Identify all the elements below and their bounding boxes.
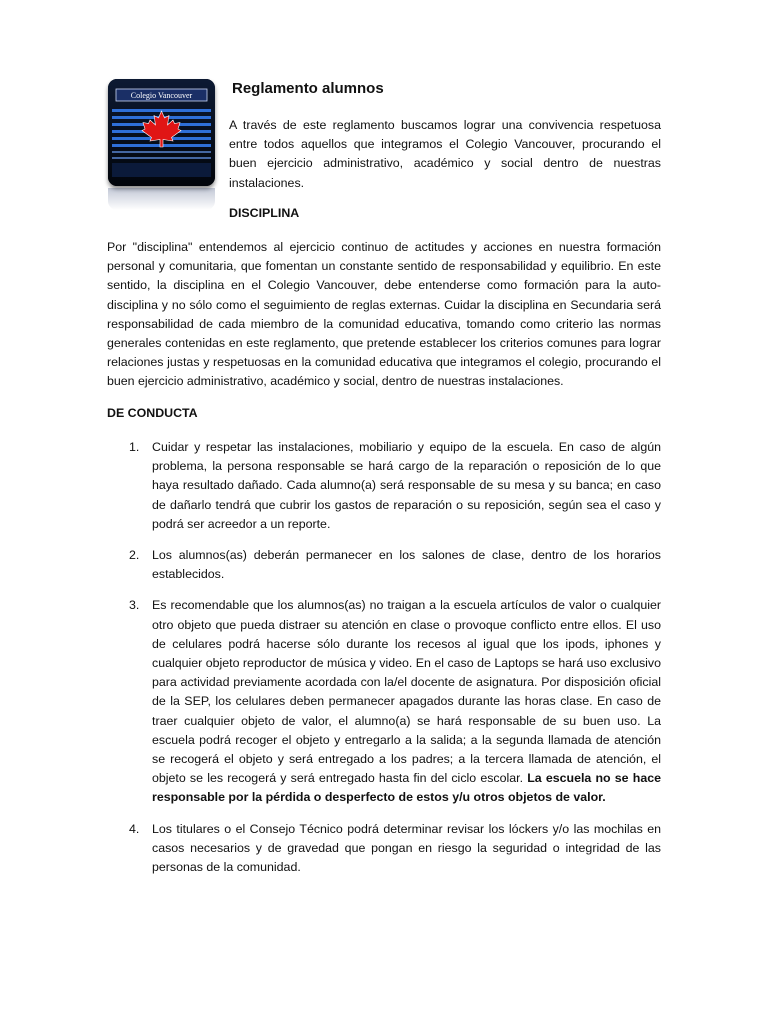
list-item-text bbox=[152, 438, 661, 534]
rule-text-body: Los alumnos(as) deberán permanecer en los salones de clase, dentro de los horarios establecidos. bbox=[152, 548, 661, 582]
list-item-text bbox=[152, 596, 661, 807]
logo-reflection bbox=[108, 188, 215, 210]
rule-text-body: Los titulares o el Consejo Técnico podrá determinar revisar los lóckers y/o las mochilas en casos necesarios y de gravedad que pongan en riesgo la seguridad o integridad de las personas de la comunidad. bbox=[152, 821, 661, 875]
intro-paragraph: A través de este reglamento buscamos lograr una convivencia respetuosa entre todos aquellos que integramos el Colegio Vancouver, procurando el buen ejercicio administrativo, académico y social dentro de nuestras instalaciones. bbox=[229, 118, 661, 190]
list-item bbox=[107, 596, 661, 807]
school-logo bbox=[108, 79, 215, 186]
section-heading-conducta: DE CONDUCTA bbox=[107, 406, 198, 420]
maple-leaf-logo-icon bbox=[108, 79, 215, 186]
rule-text-body: Es recomendable que los alumnos(as) no traigan a la escuela artículos de valor o cualquier otro objeto que pueda distraer su atención en clase o provoque conflicto entre ellos. El uso de celulares podrá hacerse sólo durante los recesos al igual que los ipods, iphones y cualquier objeto reproductor de música y video. En el caso de Laptops se hará uso exclusivo para actividad previamente acordada con la/el docente de asignatura. Por disposición oficial de la SEP, los celulares deben permanecer apagados durante las horas clase. En caso de traer cualquier objeto de valor, el alumno(a) se hará responsable de su buen uso. La escuela podrá recoger el objeto y entregarlo a la salida; a la segunda llamada de atención se recogerá el objeto y será entregado a los padres; a la tercera llamada de atención, el objeto se les recogerá y será entregado hasta fin del ciclo escolar. bbox=[152, 598, 662, 786]
list-item bbox=[107, 546, 661, 584]
list-item bbox=[107, 438, 661, 534]
rule-text-body: Cuidar y respetar las instalaciones, mobiliario y equipo de la escuela. En caso de algún problema, la persona responsable se hará cargo de la reparación o reposición de lo que haya resultado dañado. Cada alumno(a) será responsable de su mesa y su banca; en caso de dañarlo tendrá que cubrir los gastos de reparación o su reposición, según sea el caso y podrá ser acreedor a un reporte. bbox=[152, 440, 661, 531]
list-item-number: 2. bbox=[129, 548, 140, 563]
disciplina-paragraph: Por "disciplina" entendemos al ejercicio continuo de actitudes y acciones en nuestra formación personal y comunitaria, que fomentan un constante sentido de responsabilidad y equilibrio. En este sentido, la disciplina en el Colegio Vancouver, debe entenderse como formación para la auto-disciplina y no sólo como el seguimiento de reglas externas. Cuidar la disciplina en Secundaria será responsabilidad de cada miembro de la comunidad educativa, tomando como criterio las normas generales contenidas en este reglamento, que pretende establecer los criterios comunes para lograr relaciones justas y respetuosas en la comunidad educativa que integramos el colegio, procurando el buen ejercicio administrativo, académico y social, dentro de nuestras instalaciones. bbox=[107, 240, 661, 389]
section-heading-disciplina: DISCIPLINA bbox=[229, 206, 300, 220]
rule-text-bold: La escuela no se hace responsable por la pérdida o desperfecto de estos y/u otros objetos de valor. bbox=[152, 771, 661, 805]
list-item bbox=[107, 820, 661, 878]
page-title: Reglamento alumnos bbox=[232, 80, 384, 97]
conduct-rules-list bbox=[107, 438, 661, 889]
list-item-number: 1. bbox=[129, 440, 140, 454]
list-item-text bbox=[152, 820, 661, 878]
logo-banner-text: Colegio Vancouver bbox=[130, 91, 193, 100]
list-item-number: 4. bbox=[129, 821, 140, 836]
list-item-number: 3. bbox=[129, 598, 140, 613]
list-item-text bbox=[152, 546, 661, 584]
